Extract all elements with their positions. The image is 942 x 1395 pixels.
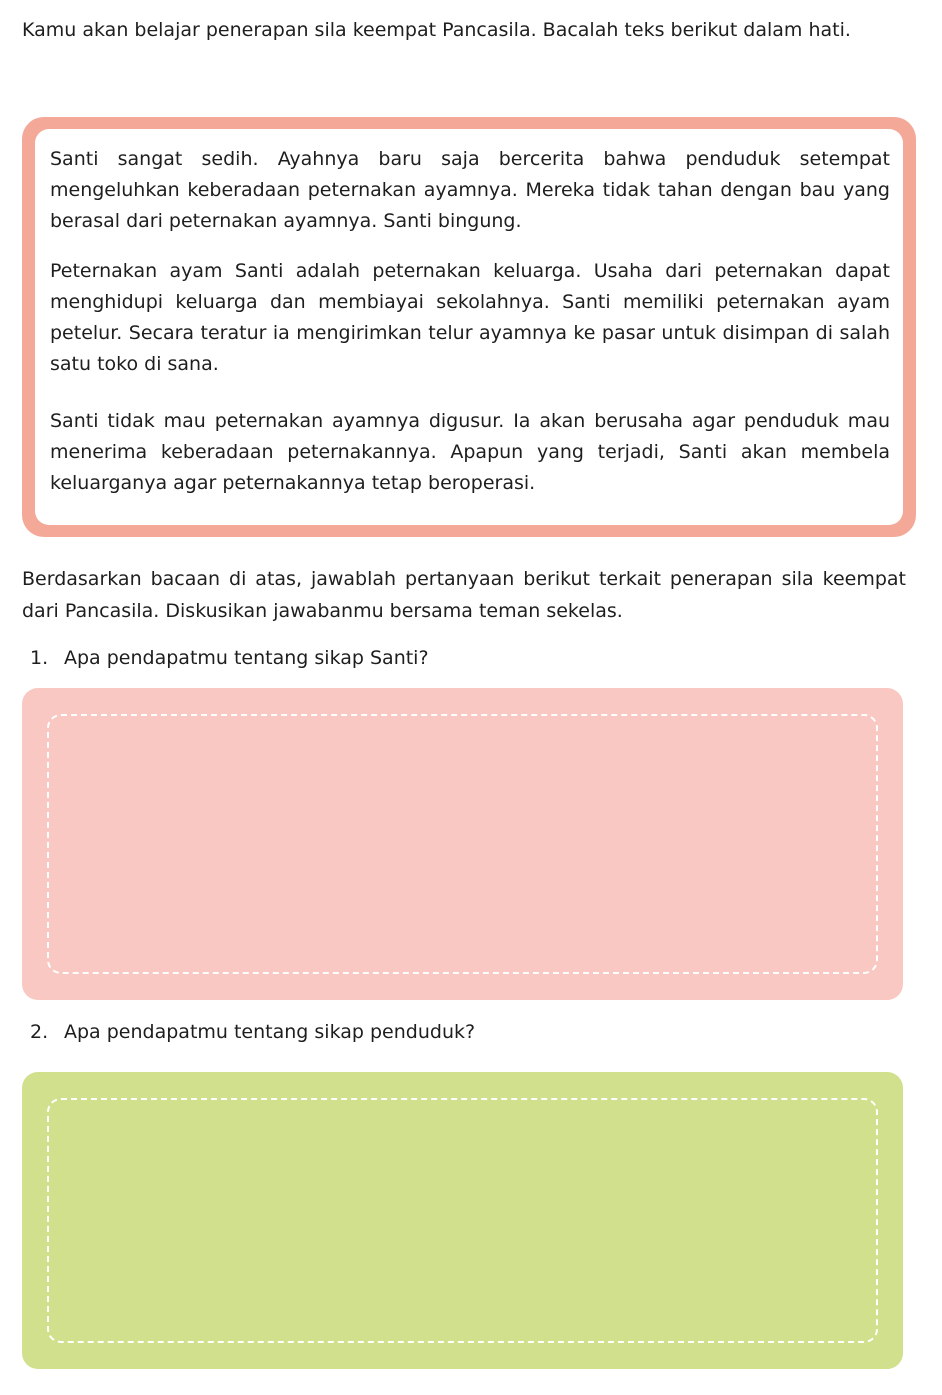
story-frame [22,117,916,537]
question-1 [30,644,429,672]
answer-input-2[interactable] [47,1098,878,1343]
question-2-text: Apa pendapatmu tentang sikap penduduk? [64,1021,476,1043]
question-1-number: 1. [30,647,49,669]
question-1-text: Apa pendapatmu tentang sikap Santi? [64,647,429,669]
story-paragraph-3: Santi tidak mau peternakan ayamnya digusur. Ia akan berusaha agar penduduk mau menerima keberadaan peternakannya. Apapun yang terjadi, Santi akan membela keluarganya agar peternakannya tetap beroperasi. [50,410,890,494]
story-paragraph-1: Santi sangat sedih. Ayahnya baru saja bercerita bahwa penduduk setempat mengeluhkan keberadaan peternakan ayamnya. Mereka tidak tahan dengan bau yang berasal dari peternakan ayamnya. Santi bingung. [50,148,890,232]
question-2 [30,1018,475,1046]
question-2-number: 2. [30,1021,49,1043]
answer-input-1[interactable] [47,714,878,974]
intro-text: Kamu akan belajar penerapan sila keempat Pancasila. Bacalah teks berikut dalam hati. [22,19,851,41]
instruction-text: Berdasarkan bacaan di atas, jawablah pertanyaan berikut terkait penerapan sila keempat dari Pancasila. Diskusikan jawabanmu bersama teman sekelas. [22,568,906,622]
answer-box-1 [22,688,903,1000]
answer-box-2 [22,1072,903,1369]
story-paragraph-2: Peternakan ayam Santi adalah peternakan keluarga. Usaha dari peternakan dapat menghidupi keluarga dan membiayai sekolahnya. Santi memiliki peternakan ayam petelur. Secara teratur ia mengirimkan telur ayamnya ke pasar untuk disimpan di salah satu toko di sana. [50,260,890,375]
story-panel [35,129,903,525]
